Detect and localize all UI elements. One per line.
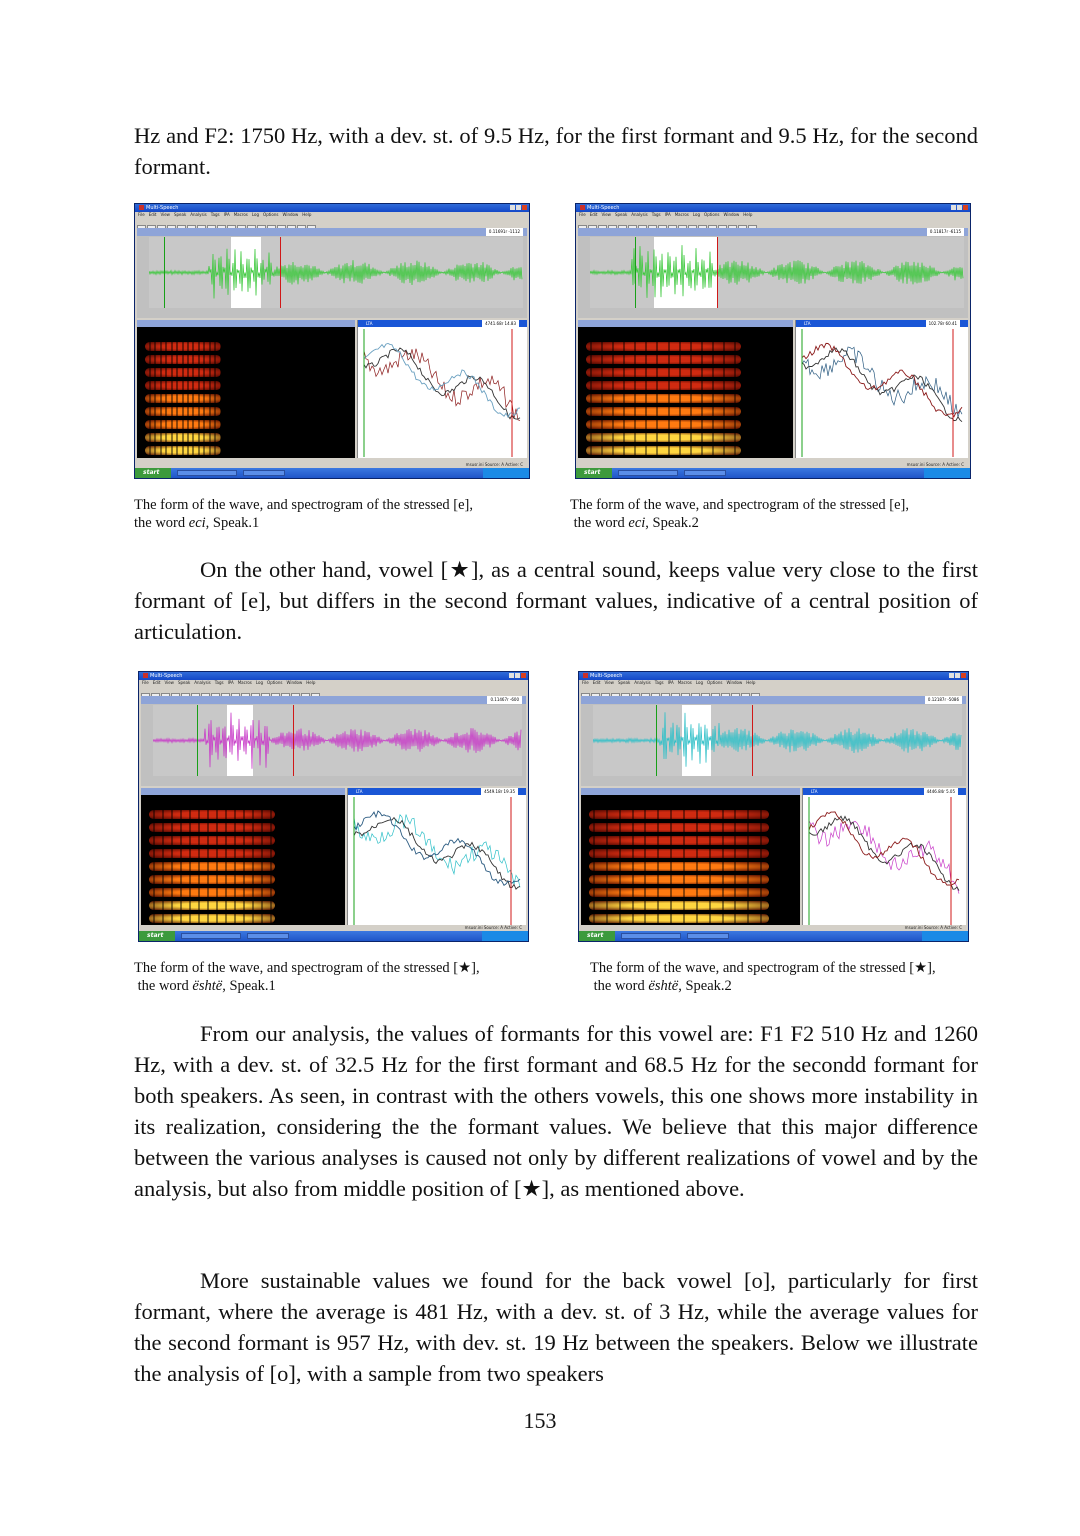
formant-band [586,342,741,351]
menu-item: Edit [589,212,598,217]
menu-item: Options [263,212,279,217]
spectrogram-panel [581,788,800,926]
paragraph-continuation: Hz and F2: 1750 Hz, with a dev. st. of 9.5 Hz, for the first formant and 9.5 Hz, for the second formant. [134,123,978,179]
window-title-bar [139,672,528,680]
menu-item: Window [723,212,740,217]
formant-band [589,862,769,871]
maximize-icon [515,673,520,678]
formant-band [149,901,275,910]
cursor-green [197,705,198,776]
menu-item: Window [286,680,303,685]
menu-item: File [138,212,145,217]
menu-item: File [142,680,149,685]
menu-item: Macros [674,212,689,217]
taskbar-button [177,470,237,476]
waveform-panel [581,696,966,786]
maximize-icon [516,205,521,210]
menu-item: Macros [233,212,248,217]
close-icon [522,205,527,210]
cursor-red [752,705,753,776]
start-button: start [579,931,615,941]
formant-band [589,914,769,923]
minimize-icon [510,205,515,210]
formant-band [149,914,275,923]
window-title: Multi-Speech [590,673,623,679]
windows-taskbar [576,468,970,478]
menu-item: Analysis [190,212,207,217]
window-title-bar [135,204,529,212]
formant-band [586,420,741,429]
lta-curves [358,329,526,457]
menu-item: Window [282,212,299,217]
formant-band [149,862,275,871]
minimize-icon [951,205,956,210]
menu-item: Log [695,680,704,685]
menu-item: IPA [664,212,671,217]
cursor-red [293,705,294,776]
menu-item: Log [251,212,260,217]
waveform-trace [149,237,523,308]
menu-item: View [604,680,614,685]
menu-item: Edit [152,680,161,685]
status-bar: msusr.ini Source: A Active: C [579,925,968,931]
cursor-green [635,237,636,308]
toolbar [578,218,968,226]
caption-figure-2: The form of the wave, and spectrogram of the stressed [e], the word eci, Speak.2 [570,497,910,531]
menu-item: File [582,680,589,685]
formant-band [589,823,769,832]
formant-band [586,446,741,455]
cursor-red [280,237,281,308]
menu-item: View [160,212,170,217]
multi-speech-window [138,671,529,942]
app-icon [580,205,585,210]
waveform-readout: 0.11467r -600 [487,696,522,704]
menu-item: Edit [592,680,601,685]
status-bar: msusr.ini Source: A Active: C [135,462,529,468]
start-button: start [576,468,612,478]
close-icon [961,673,966,678]
waveform-readout: 0.12187r -5086 [925,696,962,704]
close-icon [963,205,968,210]
caption-figure-1: The form of the wave, and spectrogram of the stressed [e], the word eci, Speak.1 [134,497,474,531]
menu-item: Macros [237,680,252,685]
formant-band [149,810,275,819]
formant-band [149,875,275,884]
system-tray [922,931,968,941]
menu-item: Tags [210,212,220,217]
windows-taskbar [579,931,968,941]
cursor-green [164,237,165,308]
menu-item: IPA [227,680,234,685]
waveform-panel [578,228,968,318]
lta-readout: 4549.18r 19.35 [481,788,518,795]
menu-item: Speak [617,680,631,685]
formant-band [589,901,769,910]
paragraph-back-vowel: More sustainable values we found for the back vowel [o], particularly for first formant, where the average is 481 Hz, with a dev. st. of 3 Hz, while the average values for the second formant is 957 Hz, with dev. st. 19 Hz between the speakers. Below we illustrate the analysis of [o], with a sample from two speakers [134,1268,978,1386]
waveform-readout: 0.11691r -1112 [486,228,523,236]
taskbar-button [621,933,681,939]
minimize-icon [949,673,954,678]
menu-item: Edit [148,212,157,217]
formant-band [149,849,275,858]
lta-curves [796,329,967,457]
paragraph-central-vowel: On the other hand, vowel [★], as a central sound, keeps value very close to the first formant of [e], but differs in the second formant values, indicative of a central position of articulation. [134,557,978,644]
menu-item: Tags [654,680,664,685]
figure-screenshot-eci-speaker1 [134,203,530,479]
menu-item: Speak [173,212,187,217]
menu-item: Log [692,212,701,217]
menu-item: IPA [223,212,230,217]
window-title-bar [579,672,968,680]
app-icon [143,673,148,678]
formant-band [149,888,275,897]
lta-panel [802,788,966,926]
lta-label: LTA [811,789,818,794]
menu-item: Options [267,680,283,685]
window-title-bar [576,204,970,212]
taskbar-button [247,933,289,939]
lta-curves [348,797,525,925]
spectrogram-panel [578,320,793,458]
waveform-trace [153,705,522,776]
menu-item: Macros [677,680,692,685]
menu-item: Help [302,212,312,217]
menu-item: View [164,680,174,685]
taskbar-button [618,470,678,476]
menu-item: Options [707,680,723,685]
menu-item: Help [306,680,316,685]
maximize-icon [957,205,962,210]
lta-label: LTA [366,321,373,326]
page-number: 153 [523,1408,557,1433]
taskbar-button [684,470,726,476]
lta-curves [803,797,965,925]
taskbar-button [181,933,241,939]
lta-readout: 102.78r 60.41 [926,320,960,327]
window-title: Multi-Speech [587,205,620,211]
lta-label: LTA [804,321,811,326]
window-title: Multi-Speech [150,673,183,679]
lta-panel [347,788,526,926]
taskbar-button [687,933,729,939]
lta-readout: 4741.68r 14.83 [482,320,519,327]
lta-label: LTA [356,789,363,794]
taskbar-button [243,470,285,476]
menu-item: File [579,212,586,217]
formant-band [586,407,741,416]
caption-figure-3: The form of the wave, and spectrogram of the stressed [★], the word është, Speak.1 [134,960,480,994]
formant-band [589,875,769,884]
formant-band [589,888,769,897]
multi-speech-window [578,671,969,942]
lta-panel [357,320,527,458]
waveform-panel [141,696,526,786]
start-button: start [135,468,171,478]
waveform-readout: 0.11817r -6115 [927,228,964,236]
menu-item: Speak [177,680,191,685]
spectrogram-panel [137,320,355,458]
spectrogram-panel [141,788,345,926]
waveform-panel [137,228,527,318]
menu-item: IPA [667,680,674,685]
close-icon [521,673,526,678]
formant-band [589,849,769,858]
menu-item: Help [743,212,753,217]
paragraph-analysis: From our analysis, the values of formants for this vowel are: F1 F2 510 Hz and 1260 Hz, with a dev. st. of 32.5 Hz for the first formant and 68.5 Hz for the secondd formant for both speakers. As seen, in contrast with the others vowels, this one shows more instability in its realization, considering the the formant values. We believe that this major difference between the various analyses is caused not only by different realizations of vowel and by the analysis, but also from middle position of [★], as mentioned above. [134,1021,978,1201]
menu-item: View [601,212,611,217]
menu-item: Tags [651,212,661,217]
window-title: Multi-Speech [146,205,179,211]
menu-item: Log [255,680,264,685]
windows-taskbar [139,931,528,941]
menu-item: Analysis [194,680,211,685]
formant-band [586,368,741,377]
multi-speech-window [575,203,971,479]
formant-band [586,381,741,390]
formant-band [586,394,741,403]
menu-item: Analysis [634,680,651,685]
formant-band [586,355,741,364]
menu-item: Options [704,212,720,217]
formant-band [586,433,741,442]
cursor-green [656,705,657,776]
waveform-trace [590,237,964,308]
app-icon [583,673,588,678]
system-tray [483,468,529,478]
toolbar [141,686,526,694]
system-tray [482,931,528,941]
start-button: start [139,931,175,941]
formant-band [149,836,275,845]
formant-band [589,836,769,845]
minimize-icon [509,673,514,678]
waveform-trace [593,705,962,776]
multi-speech-window [134,203,530,479]
formant-band [149,823,275,832]
formant-band [589,810,769,819]
figure-screenshot-eci-speaker2 [575,203,971,479]
toolbar [137,218,527,226]
toolbar [581,686,966,694]
menu-item: Help [746,680,756,685]
figure-screenshot-eshte-speaker2 [578,671,969,942]
lta-panel [795,320,968,458]
menu-item: Analysis [631,212,648,217]
status-bar: msusr.ini Source: A Active: C [576,462,970,468]
system-tray [924,468,970,478]
menu-item: Speak [614,212,628,217]
lta-readout: 4446.84r 5.05 [924,788,958,795]
menu-item: Tags [214,680,224,685]
cursor-red [717,237,718,308]
app-icon [139,205,144,210]
figure-screenshot-eshte-speaker1 [138,671,529,942]
caption-figure-4: The form of the wave, and spectrogram of the stressed [★], the word është, Speak.2 [590,960,936,994]
maximize-icon [955,673,960,678]
status-bar: msusr.ini Source: A Active: C [139,925,528,931]
menu-item: Window [726,680,743,685]
windows-taskbar [135,468,529,478]
